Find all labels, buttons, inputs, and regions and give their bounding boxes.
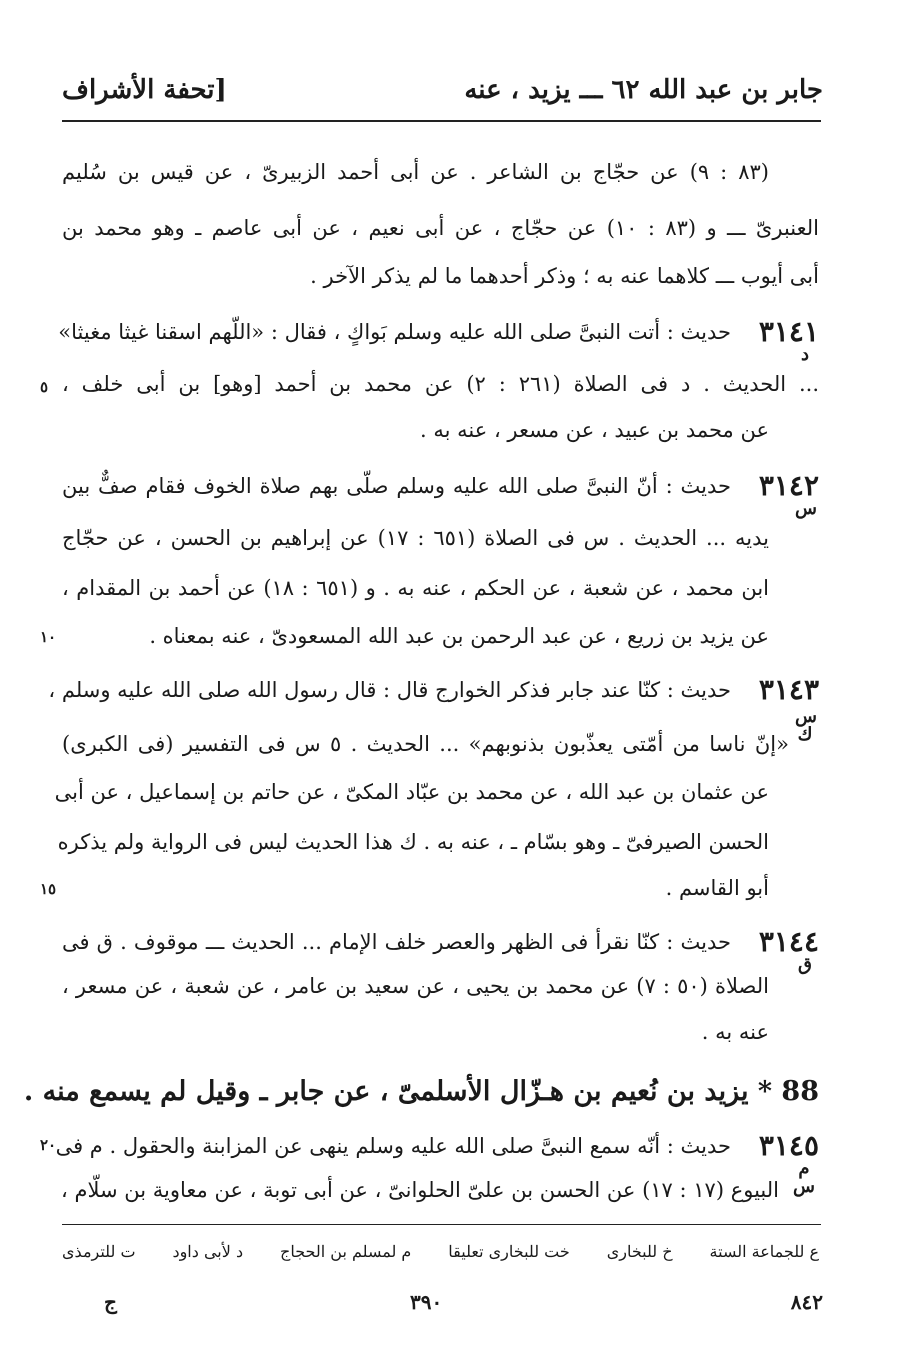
h3145-line-1: حديث : أنّه سمع النبىَّ صلى الله عليه وسلم ينهى عن المزابنة والحقول . م فى — [55, 1134, 731, 1158]
hadith-number-3144: ٣١٤٤ — [758, 925, 819, 958]
page-number-center: ٣٩٠ — [410, 1290, 443, 1314]
h3145-line-2: البيوع (١٧ : ١٧) عن الحسن بن علىّ الحلوانىّ ، عن أبى توبة ، عن معاوية بن سلّام ، — [61, 1178, 779, 1202]
intro-line-1: (٨٣ : ٩) عن حجّاج بن الشاعر . عن أبى أحمد الزبيرىّ ، عن قيس بن سُليم — [62, 160, 769, 184]
h3144-line-2: الصلاة (٥٠ : ٧) عن محمد بن يحيى ، عن سعيد بن عامر ، عن شعبة ، عن مسعر ، — [62, 974, 769, 998]
margin-line-number: ٥ — [40, 378, 49, 396]
legend-item: ع للجماعة الستة — [709, 1241, 819, 1261]
header-rule — [62, 120, 821, 122]
h3141-line-3: عن محمد بن عبيد ، عن مسعر ، عنه به . — [420, 418, 769, 442]
footer-rule — [62, 1224, 821, 1225]
intro-line-3: أبى أيوب ـــ كلاهما عنه به ؛ وذكر أحدهما ما لم يذكر الآخر . — [310, 264, 819, 288]
header-right-title: جابر بن عبد الله ٦٢ ـــ يزيد ، عنه — [464, 75, 823, 105]
margin-line-number: ١٥ — [40, 880, 57, 898]
h3141-line-2: ... الحديث . د فى الصلاة (٢٦١ : ٢) عن محمد بن أحمد [وهو] بن أبى خلف ، — [62, 372, 820, 396]
margin-line-number: ١٠ — [40, 628, 57, 646]
sigla-3145: م س — [793, 1158, 815, 1197]
h3143-line-4: الحسن الصيرفىّ ـ وهو بسّام ـ ، عنه به . ك هذا الحديث ليس فى الرواية ولم يذكره — [57, 830, 769, 854]
h3144-line-1: حديث : كنّا نقرأ فى الظهر والعصر خلف الإمام ... الحديث ـــ موقوف . ق فى — [62, 930, 731, 954]
h3142-line-4: عن يزيد بن زريع ، عن عبد الرحمن بن عبد الله المسعودىّ ، عنه بمعناه . — [149, 624, 769, 648]
header-left-title: [تحفة الأشراف — [62, 75, 227, 105]
running-header — [62, 70, 823, 110]
hadith-number-3145: ٣١٤٥ — [758, 1129, 819, 1162]
hadith-number-3141: ٣١٤١ — [758, 315, 819, 348]
sigla-3141: د — [800, 344, 809, 365]
margin-line-number: ٢٠ — [40, 1136, 57, 1154]
h3143-line-1: حديث : كنّا عند جابر فذكر الخوارج قال : قال رسول الله صلى الله عليه وسلم ، — [48, 678, 731, 702]
hadith-number-3143: ٣١٤٣ — [758, 673, 819, 706]
h3142-line-1: حديث : أنّ النبىَّ صلى الله عليه وسلم صلّى بهم صلاة الخوف فقام صفٌّ بين — [62, 474, 731, 498]
h3143-line-3: عن عثمان بن عبد الله ، عن محمد بن عبّاد المكىّ ، عن حاتم بن إسماعيل ، عن أبى — [54, 780, 769, 804]
section-number: 88 — [781, 1076, 819, 1107]
volume-letter: ج — [104, 1290, 117, 1314]
hadith-number-3142: ٣١٤٢ — [758, 469, 819, 502]
h3142-line-2: يديه ... الحديث . س فى الصلاة (٦٥١ : ١٧) عن إبراهيم بن الحسن ، عن حجّاج — [62, 526, 769, 550]
h3143-line-5: أبو القاسم . — [665, 876, 769, 900]
h3141-line-1: حديث : أتت النبىَّ صلى الله عليه وسلم بَواكٍ ، فقال : «اللّهم اسقنا غيثا مغيثا» — [58, 320, 731, 344]
sigla-3143: س ك — [795, 706, 817, 745]
h3143-line-2: «إنّ ناسا من أمّتى يعذّبون بذنوبهم» ... الحديث . ٥ س فى التفسير (فى الكبرى) — [62, 732, 789, 756]
legend-item: خ للبخارى — [606, 1241, 673, 1261]
h3142-line-3: ابن محمد ، عن شعبة ، عن الحكم ، عنه به . و (٦٥١ : ١٨) عن أحمد بن المقدام ، — [62, 576, 770, 600]
sigla-3144: ق — [798, 954, 812, 975]
intro-line-2: العنبرىّ ـــ و (٨٣ : ١٠) عن حجّاج ، عن أبى نعيم ، عن أبى عاصم ـ وهو محمد بن — [62, 216, 819, 240]
legend-item: د لأبى داود — [172, 1241, 244, 1261]
sigla-3142: س — [795, 498, 817, 519]
section-heading — [23, 1070, 819, 1114]
legend-item: خت للبخارى تعليقا — [448, 1241, 570, 1261]
h3144-line-3: عنه به . — [701, 1020, 769, 1044]
page-footer — [80, 1290, 823, 1326]
page-number-right: ٨٤٢ — [790, 1290, 823, 1314]
legend-item: م لمسلم بن الحجاج — [280, 1241, 412, 1261]
legend-item: ت للترمذى — [62, 1241, 136, 1261]
sigla-legend — [62, 1236, 819, 1266]
section-title-text: * يزيد بن نُعيم بن هـزّال الأسلمىّ ، عن جابر ـ وقيل لم يسمع منه . — [23, 1076, 773, 1107]
